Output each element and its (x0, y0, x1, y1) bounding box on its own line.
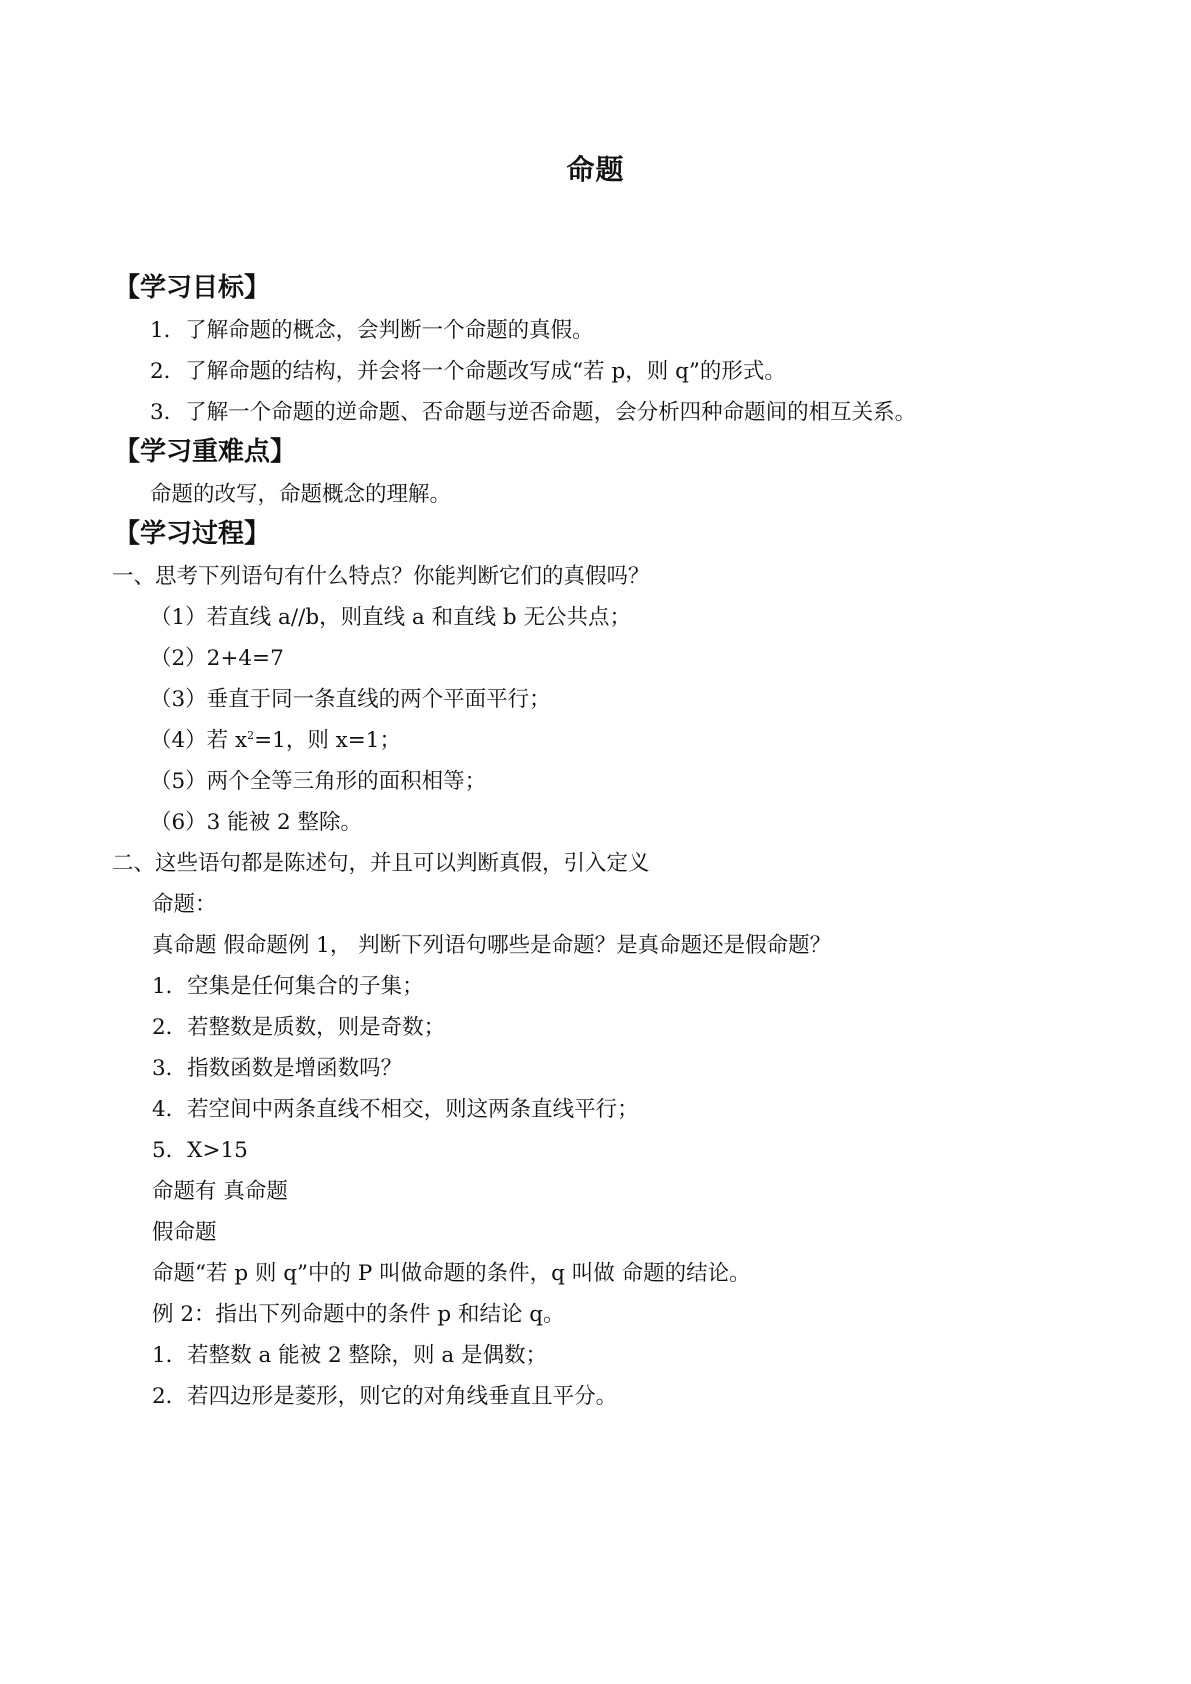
part1-item-2: （2）2+4=7 (150, 646, 284, 671)
classify-line-2: 假命题 (152, 1220, 217, 1245)
example1-item-3: 3．指数函数是增函数吗？ (152, 1056, 403, 1081)
page-title: 命题 (566, 153, 625, 186)
example2-item-1: 1．若整数 a 能被 2 整除，则 a 是偶数； (152, 1343, 548, 1368)
objective-item-1: 1．了解命题的概念，会判断一个命题的真假。 (150, 318, 594, 343)
part1-item-4 (150, 723, 401, 754)
example1-intro: 真命题 假命题例 1， 判断下列语句哪些是命题？是真命题还是假命题？ (152, 933, 832, 958)
example2-intro: 例 2：指出下列命题中的条件 p 和结论 q。 (152, 1302, 565, 1327)
key-points-heading: 【学习重难点】 (114, 437, 297, 467)
objective-item-2: 2．了解命题的结构，并会将一个命题改写成“若 p，则 q”的形式。 (150, 359, 786, 384)
process-heading: 【学习过程】 (114, 519, 271, 549)
objective-item-3: 3．了解一个命题的逆命题、否命题与逆否命题，会分析四种命题间的相互关系。 (150, 400, 917, 425)
part1-item-1: （1）若直线 a//b，则直线 a 和直线 b 无公共点； (150, 605, 632, 630)
key-points-text: 命题的改写，命题概念的理解。 (150, 482, 452, 507)
objectives-heading: 【学习目标】 (114, 273, 271, 303)
example1-item-5: 5．X>15 (152, 1138, 248, 1163)
example1-item-2: 2．若整数是质数，则是奇数； (152, 1015, 446, 1040)
exponent: 2 (247, 728, 255, 742)
part1-item-3: （3）垂直于同一条直线的两个平面平行； (150, 687, 551, 712)
example1-item-1: 1．空集是任何集合的子集； (152, 974, 424, 999)
part1-item-4-post: =1，则 x=1； (254, 728, 401, 753)
example2-item-2: 2．若四边形是菱形，则它的对角线垂直且平分。 (152, 1384, 618, 1409)
part1-item-5: （5）两个全等三角形的面积相等； (150, 769, 487, 794)
classify-line-1: 命题有 真命题 (152, 1179, 288, 1204)
part1-question: 一、思考下列语句有什么特点？你能判断它们的真假吗？ (112, 564, 650, 589)
definition-label: 命题： (152, 892, 217, 917)
part1-item-6: （6）3 能被 2 整除。 (150, 810, 363, 835)
condition-definition: 命题“若 p 则 q”中的 P 叫做命题的条件，q 叫做 命题的结论。 (152, 1261, 751, 1286)
part2-intro: 二、这些语句都是陈述句，并且可以判断真假，引入定义 (112, 851, 650, 876)
example1-item-4: 4．若空间中两条直线不相交，则这两条直线平行； (152, 1097, 639, 1122)
part1-item-4-pre: （4）若 x (150, 728, 248, 753)
